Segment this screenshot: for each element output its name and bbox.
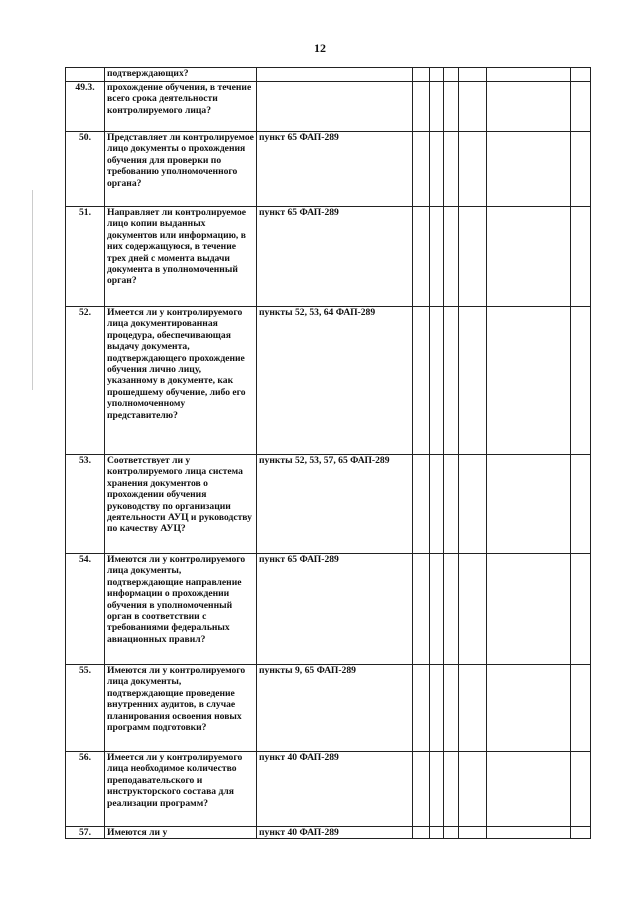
answer-cell [571, 455, 591, 554]
answer-cell [459, 82, 487, 132]
answer-cell [487, 207, 571, 307]
table-row [66, 307, 591, 455]
answer-cell [571, 554, 591, 665]
row-question: Имеются ли у контролируемого лица документы, подтверждающие проведение внутренних аудитов, в случае планирования освоения новых программ подготовки? [105, 665, 257, 752]
answer-cell [487, 665, 571, 752]
table-row [66, 82, 591, 132]
row-reference: пункты 52, 53, 57, 65 ФАП-289 [257, 455, 413, 554]
checklist-table [65, 67, 591, 839]
answer-cell [459, 455, 487, 554]
answer-cell [459, 132, 487, 207]
answer-cell [430, 82, 444, 132]
answer-cell [430, 665, 444, 752]
row-reference: пункты 52, 53, 64 ФАП-289 [257, 307, 413, 455]
row-question: Направляет ли контролируемое лицо копии выданных документов или информацию, в них содержащуюся, в течение трех дней с момента выдачи документа в уполномоченный орган? [105, 207, 257, 307]
answer-cell [430, 752, 444, 827]
answer-cell [459, 827, 487, 839]
answer-cell [444, 665, 459, 752]
page-number: 12 [314, 41, 326, 55]
answer-cell [571, 307, 591, 455]
table-row [66, 68, 591, 82]
row-number: 56. [66, 752, 105, 827]
answer-cell [459, 752, 487, 827]
answer-cell [413, 82, 430, 132]
answer-cell [430, 68, 444, 82]
row-question: подтверждающих? [105, 68, 257, 82]
answer-cell [571, 752, 591, 827]
row-number: 54. [66, 554, 105, 665]
answer-cell [487, 554, 571, 665]
row-number [66, 68, 105, 82]
answer-cell [571, 68, 591, 82]
answer-cell [430, 307, 444, 455]
row-number: 55. [66, 665, 105, 752]
answer-cell [487, 827, 571, 839]
row-reference [257, 82, 413, 132]
table-row [66, 455, 591, 554]
row-reference: пункт 65 ФАП-289 [257, 554, 413, 665]
answer-cell [487, 455, 571, 554]
answer-cell [444, 132, 459, 207]
row-number: 53. [66, 455, 105, 554]
answer-cell [444, 752, 459, 827]
answer-cell [487, 132, 571, 207]
answer-cell [430, 132, 444, 207]
table-row [66, 207, 591, 307]
answer-cell [571, 665, 591, 752]
row-reference: пункты 9, 65 ФАП-289 [257, 665, 413, 752]
row-number: 51. [66, 207, 105, 307]
table-row [66, 752, 591, 827]
scan-artifact [32, 190, 33, 390]
answer-cell [459, 307, 487, 455]
answer-cell [487, 68, 571, 82]
answer-cell [459, 68, 487, 82]
row-question: Представляет ли контролируемое лицо документы о прохождения обучения для проверки по требованию уполномоченного органа? [105, 132, 257, 207]
answer-cell [571, 827, 591, 839]
row-number: 52. [66, 307, 105, 455]
row-reference: пункт 40 ФАП-289 [257, 752, 413, 827]
answer-cell [430, 827, 444, 839]
answer-cell [413, 665, 430, 752]
row-number: 50. [66, 132, 105, 207]
checklist-body [66, 68, 591, 839]
row-reference: пункт 65 ФАП-289 [257, 132, 413, 207]
row-question: Имеется ли у контролируемого лица документированная процедура, обеспечивающая выдачу документа, подтверждающего прохождение обучения лично лицу, указанному в документе, как прошедшему обучение, либо его уполномоченному представителю? [105, 307, 257, 455]
table-row [66, 132, 591, 207]
row-question: Соответствует ли у контролируемого лица система хранения документов о прохождении обучения руководству по организации деятельности АУЦ и руководству по качеству АУЦ? [105, 455, 257, 554]
answer-cell [459, 665, 487, 752]
answer-cell [444, 455, 459, 554]
answer-cell [413, 554, 430, 665]
answer-cell [487, 752, 571, 827]
answer-cell [487, 307, 571, 455]
answer-cell [430, 207, 444, 307]
answer-cell [444, 307, 459, 455]
row-question: Имеются ли у контролируемого лица документы, подтверждающие направление информации о прохождении обучения в уполномоченный орган в соответствии с требованиями федеральных авиационных правил? [105, 554, 257, 665]
table-row [66, 665, 591, 752]
answer-cell [430, 554, 444, 665]
answer-cell [571, 132, 591, 207]
answer-cell [413, 307, 430, 455]
answer-cell [444, 554, 459, 665]
table-row [66, 554, 591, 665]
answer-cell [413, 132, 430, 207]
row-question: Имеются ли у [105, 827, 257, 839]
answer-cell [444, 207, 459, 307]
table-row [66, 827, 591, 839]
answer-cell [444, 82, 459, 132]
answer-cell [571, 82, 591, 132]
answer-cell [459, 207, 487, 307]
row-reference: пункт 65 ФАП-289 [257, 207, 413, 307]
row-number: 57. [66, 827, 105, 839]
answer-cell [413, 827, 430, 839]
answer-cell [459, 554, 487, 665]
answer-cell [487, 82, 571, 132]
answer-cell [413, 207, 430, 307]
row-reference [257, 68, 413, 82]
answer-cell [444, 68, 459, 82]
answer-cell [413, 68, 430, 82]
answer-cell [444, 827, 459, 839]
row-number: 49.3. [66, 82, 105, 132]
answer-cell [413, 752, 430, 827]
row-question: Имеется ли у контролируемого лица необходимое количество преподавательского и инструкторского состава для реализации программ? [105, 752, 257, 827]
answer-cell [571, 207, 591, 307]
row-reference: пункт 40 ФАП-289 [257, 827, 413, 839]
answer-cell [430, 455, 444, 554]
row-question: прохождение обучения, в течение всего срока деятельности контролируемого лица? [105, 82, 257, 132]
answer-cell [413, 455, 430, 554]
